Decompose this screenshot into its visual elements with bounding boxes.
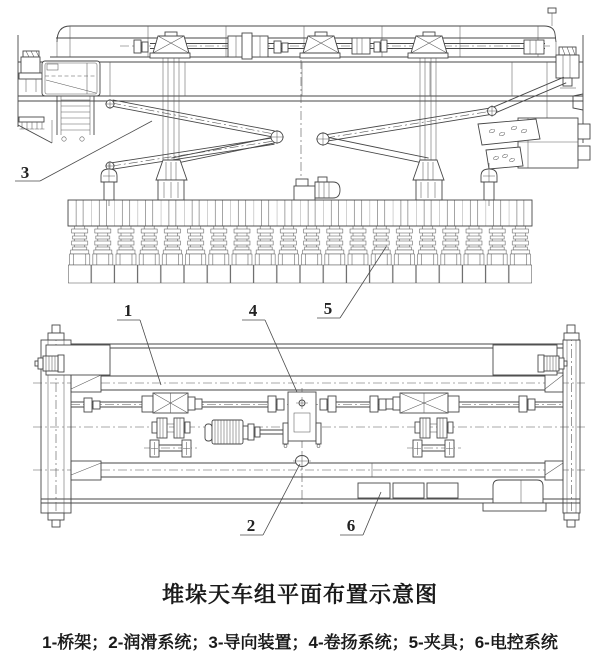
callout-5-number: 5 xyxy=(323,299,333,318)
cabinet-top-right xyxy=(493,345,567,375)
column-wide-left xyxy=(156,160,187,200)
callout-1-number: 1 xyxy=(123,301,133,320)
electric-control-boxes xyxy=(358,480,546,511)
callout-2 xyxy=(240,464,300,535)
bridge-girder-elevation xyxy=(18,62,583,101)
elevation-view xyxy=(18,8,590,284)
central-gearbox xyxy=(283,388,321,505)
callout-4 xyxy=(242,301,297,392)
rope-drum-stand-right xyxy=(408,32,448,58)
callout-2-number: 2 xyxy=(246,516,256,535)
gear-reducer xyxy=(228,33,268,59)
row-center-drive xyxy=(294,177,340,200)
travel-motor-left xyxy=(19,51,43,92)
figure-title: 堆垛天车组平面布置示意图 xyxy=(161,582,438,607)
end-carriage-right xyxy=(563,325,580,527)
column-wide-right xyxy=(413,160,444,200)
crab-trolley-box xyxy=(42,61,100,96)
hoist-ropes xyxy=(163,53,436,163)
plan-view xyxy=(33,325,585,527)
rope-drum-stand-mid xyxy=(300,32,340,58)
guide-motor-right xyxy=(556,47,579,88)
winch-system xyxy=(71,388,563,505)
rope-drum-left xyxy=(142,393,202,413)
access-ladder xyxy=(57,96,94,141)
end-truck-left xyxy=(18,35,100,143)
hoist-machinery xyxy=(120,32,550,59)
figure-legend: 1-桥架；2-润滑系统；3-导向装置；4-卷扬系统；5-夹具；6-电控系统 xyxy=(42,633,558,652)
clamp-row xyxy=(68,200,532,284)
rope-drum-stand-left xyxy=(150,32,190,58)
callout-6-number: 6 xyxy=(346,516,356,535)
callout-3-number: 3 xyxy=(20,163,30,182)
callout-6 xyxy=(340,492,381,535)
callout-4-number: 4 xyxy=(248,301,258,320)
end-truck-right xyxy=(478,8,590,169)
rope-drum-right xyxy=(386,393,459,413)
cabinet-top-left xyxy=(35,345,110,375)
callout-1 xyxy=(117,301,161,385)
hole-plate-lower xyxy=(486,147,523,169)
bearing-set-right xyxy=(407,418,461,457)
lubrication-point xyxy=(293,453,311,469)
winch-motor xyxy=(205,420,283,444)
bearing-set-left xyxy=(144,418,197,457)
